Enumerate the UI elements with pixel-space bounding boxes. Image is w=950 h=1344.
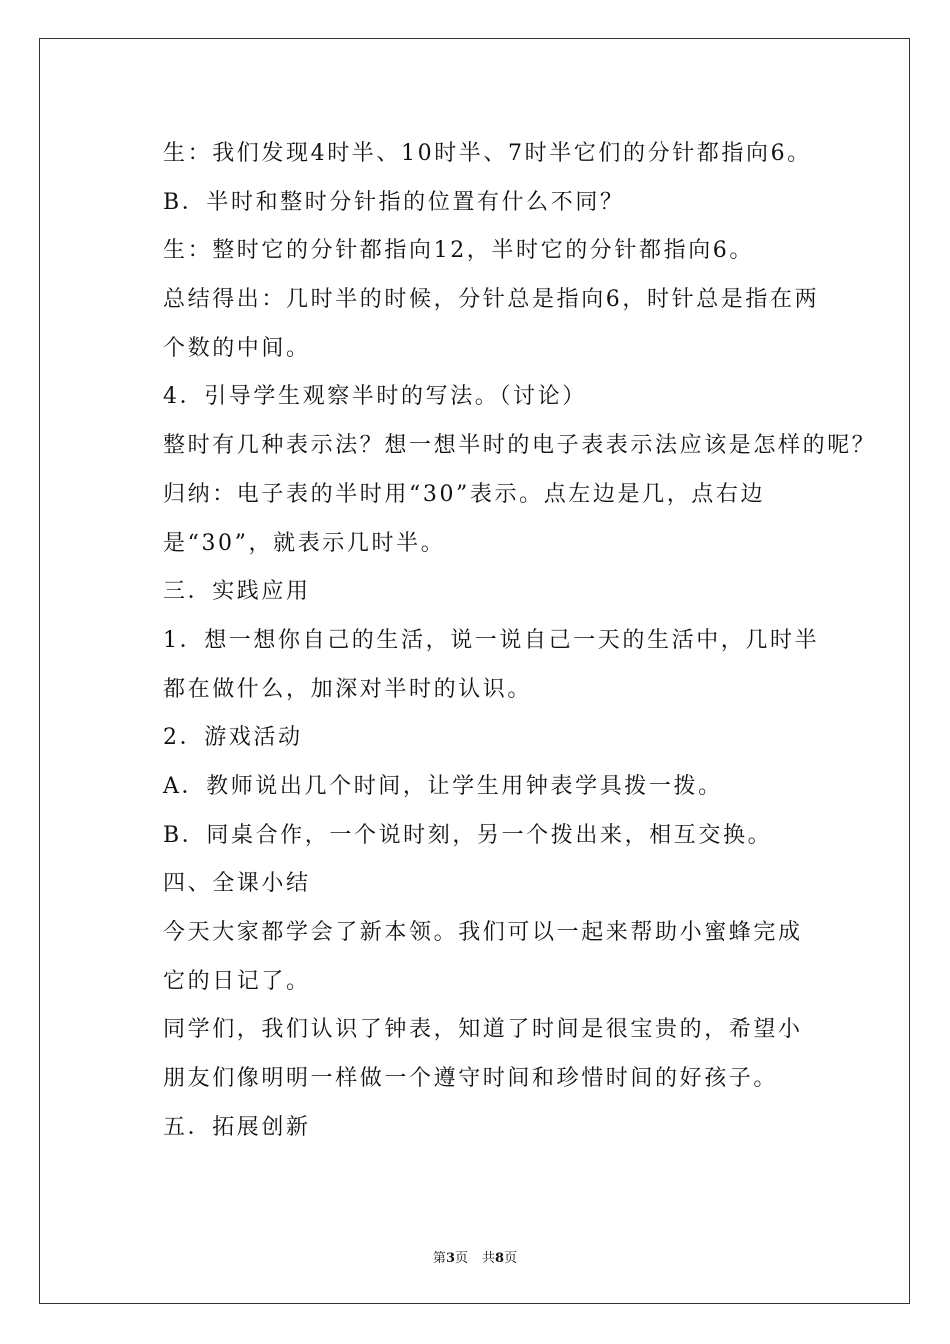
page-number: 3 bbox=[445, 1251, 455, 1266]
text-line: 它的日记了。 bbox=[163, 968, 311, 994]
page-suffix: 页 bbox=[454, 1251, 468, 1266]
total-prefix: 共 bbox=[482, 1251, 496, 1266]
text-line: 1．想一想你自己的生活，说一说自己一天的生活中，几时半 bbox=[163, 627, 820, 653]
text-line: 生：整时它的分针都指向12，半时它的分针都指向6。 bbox=[163, 238, 754, 264]
text-line: B．同桌合作，一个说时刻，另一个拨出来，相互交换。 bbox=[163, 822, 773, 848]
text-line: 2．游戏活动 bbox=[163, 725, 303, 751]
text-line: B．半时和整时分针指的位置有什么不同？ bbox=[163, 189, 625, 215]
page-prefix: 第 bbox=[432, 1251, 446, 1266]
section-heading: 三．实践应用 bbox=[163, 579, 311, 605]
text-line: 今天大家都学会了新本领。我们可以一起来帮助小蜜蜂完成 bbox=[163, 920, 803, 945]
text-line: A．教师说出几个时间，让学生用钟表学具拨一拨。 bbox=[163, 773, 723, 799]
body-text bbox=[163, 130, 877, 1152]
section-heading: 五．拓展创新 bbox=[163, 1114, 311, 1140]
total-pages: 8 bbox=[495, 1251, 505, 1266]
page-footer bbox=[0, 1247, 950, 1266]
text-line: 是“30”，就表示几时半。 bbox=[163, 530, 446, 556]
text-line: 总结得出：几时半的时候，分针总是指向6，时针总是指在两 bbox=[163, 287, 820, 313]
text-line: 生：我们发现4时半、10时半、7时半它们的分针都指向6。 bbox=[163, 141, 812, 166]
text-line: 4．引导学生观察半时的写法。（讨论） bbox=[163, 384, 587, 410]
text-line: 朋友们像明明一样做一个遵守时间和珍惜时间的好孩子。 bbox=[163, 1066, 779, 1092]
total-suffix: 页 bbox=[504, 1251, 518, 1266]
section-heading: 四、全课小结 bbox=[163, 871, 311, 897]
text-line: 整时有几种表示法？想一想半时的电子表表示法应该是怎样的呢？ bbox=[163, 433, 877, 459]
text-line: 同学们，我们认识了钟表，知道了时间是很宝贵的，希望小 bbox=[163, 1017, 803, 1043]
text-line: 都在做什么，加深对半时的认识。 bbox=[163, 676, 533, 702]
text-line: 个数的中间。 bbox=[163, 335, 311, 361]
text-line: 归纳：电子表的半时用“30”表示。点左边是几，点右边 bbox=[163, 481, 766, 507]
